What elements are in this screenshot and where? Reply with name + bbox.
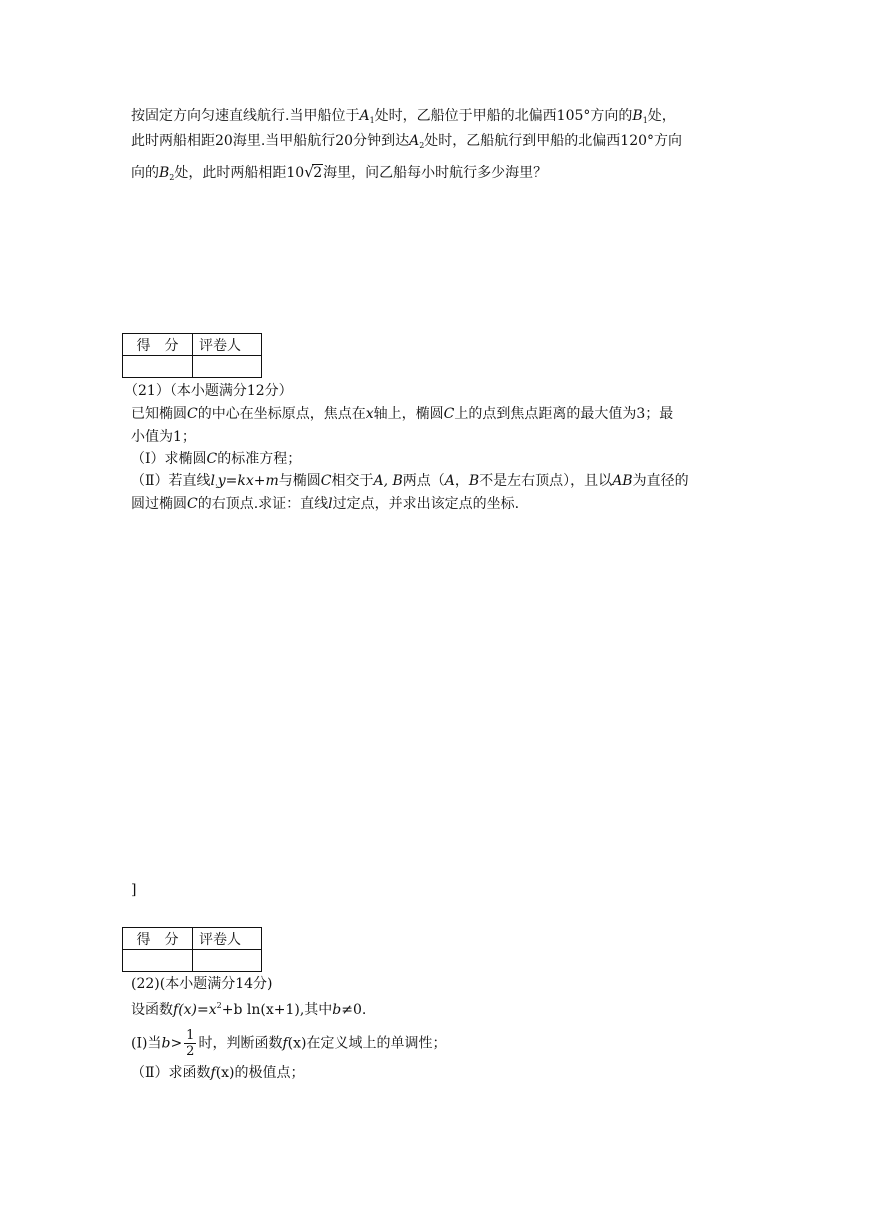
numerator: 1 [186, 1028, 195, 1043]
problem21-part2 [131, 471, 689, 496]
text: 的标准方程； [217, 451, 302, 467]
grade-box [122, 333, 262, 378]
subscript: 1 [369, 116, 375, 125]
score-label: 得 分 [123, 928, 193, 950]
var-C: C [206, 451, 218, 467]
gt-sign: > [170, 1035, 183, 1052]
text: +b ln(x+1),其中 [221, 1002, 333, 1018]
grader-label: 评卷人 [193, 928, 262, 950]
text: 此时两船相距20海里.当甲船航行20分钟到达 [131, 133, 410, 149]
var-A: A [359, 108, 370, 124]
text: 两点（ [402, 473, 445, 489]
sqrt [304, 163, 323, 183]
colon: : [215, 481, 218, 490]
score-cell[interactable] [123, 950, 193, 972]
var-C: C [187, 496, 198, 512]
text: （Ⅰ）求椭圆 [131, 451, 207, 467]
superscript: 2 [216, 1001, 222, 1010]
problem20-line2 [131, 131, 682, 156]
grade-box [122, 927, 262, 972]
var-A: A [444, 473, 455, 489]
text: 圆过椭圆 [131, 496, 187, 512]
text: 设函数 [131, 1002, 173, 1018]
subscript: 2 [419, 141, 425, 150]
text: 上的点到焦点距离的最大值为3；最 [454, 406, 674, 422]
var-A: A [409, 133, 420, 149]
text: 的中心在坐标原点，焦点在 [197, 406, 366, 422]
func-f: f [282, 1035, 288, 1052]
func-f: f [210, 1065, 216, 1081]
text: 不是左右顶点），且以 [479, 473, 613, 489]
subscript: 2 [169, 173, 175, 182]
var-B: B [468, 473, 480, 489]
text: 与椭圆 [278, 473, 321, 489]
var-B: B [632, 108, 643, 124]
score-cell[interactable] [123, 356, 193, 378]
radical-sign: √ [304, 163, 314, 181]
problem21-line1 [131, 404, 673, 424]
text: 轴上，椭圆 [373, 406, 444, 422]
text: 处时，乙船航行到甲船的北偏西120°方向 [424, 133, 683, 149]
text: 已知椭圆 [131, 406, 187, 422]
text: 处，此时两船相距10 [174, 165, 305, 181]
text: （Ⅱ）求函数 [131, 1065, 211, 1081]
line-equation: y=kx+m [217, 473, 279, 489]
radicand: 2 [313, 165, 323, 181]
text: 的右顶点.求证：直线 [197, 496, 329, 512]
problem21-line2: 小值为1； [131, 429, 196, 445]
text: ， [454, 473, 469, 489]
text: ≠0. [341, 1002, 367, 1018]
problem20-line1 [131, 106, 676, 131]
stray-bracket: ] [131, 882, 137, 898]
var-x: x [365, 406, 374, 422]
text: 海里，问乙船每小时航行多少海里？ [323, 165, 548, 181]
text: 为直径的 [632, 473, 689, 489]
segment-AB: AB [612, 473, 633, 489]
problem21-part1 [131, 449, 301, 469]
problem21-part2-cont [131, 494, 519, 514]
text: (Ⅰ)当 [131, 1035, 162, 1052]
text: （Ⅱ）若直线 [131, 473, 211, 489]
text: (x)在定义域上的单调性； [287, 1035, 447, 1052]
text: 过定点，并求出该定点的坐标. [332, 496, 520, 512]
var-C: C [443, 406, 455, 422]
var-C: C [187, 406, 198, 422]
text: (x)=x [178, 1002, 217, 1018]
problem20-line3 [131, 163, 547, 188]
problem22-line1 [131, 996, 366, 1020]
grader-cell[interactable] [193, 950, 262, 972]
grader-cell[interactable] [193, 356, 262, 378]
problem22-part2 [131, 1063, 305, 1083]
text: 处时，乙船位于甲船的北偏西105°方向的 [374, 108, 633, 124]
denominator: 2 [186, 1044, 195, 1059]
var-l: l [210, 473, 215, 489]
grader-label: 评卷人 [193, 334, 262, 356]
text: 时，判断函数 [198, 1035, 283, 1052]
fraction [184, 1028, 196, 1059]
text: 相交于 [331, 473, 374, 489]
score-label: 得 分 [123, 334, 193, 356]
problem22-part1 [131, 1028, 446, 1059]
problem21-header: （21）（本小题满分12分） [124, 383, 293, 399]
var-b: b [332, 1002, 342, 1018]
var-l: l [328, 496, 333, 512]
points-AB: A, B [373, 473, 403, 489]
var-B: B [159, 165, 170, 181]
var-b: b [161, 1035, 171, 1052]
text: 按固定方向匀速直线航行.当甲船位于 [131, 108, 360, 124]
text: 向的 [131, 165, 159, 181]
subscript: 1 [642, 116, 648, 125]
text: 处， [647, 108, 676, 124]
func-f: f [173, 1002, 179, 1018]
var-C: C [320, 473, 332, 489]
text: (x)的极值点； [215, 1065, 305, 1081]
problem22-header: (22)(本小题满分14分) [131, 976, 273, 992]
